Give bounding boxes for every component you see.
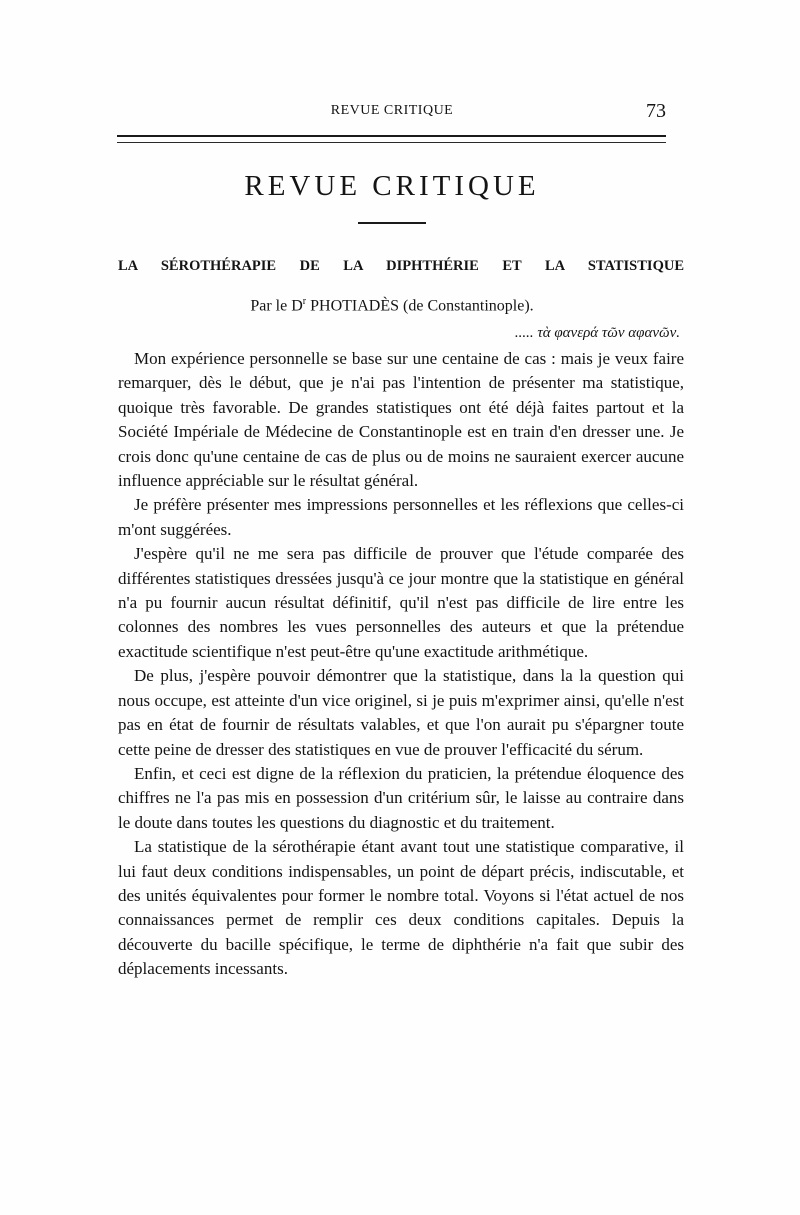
- byline-sup: r: [302, 296, 307, 307]
- running-title: REVUE CRITIQUE: [330, 103, 454, 118]
- page-number: 73: [646, 100, 666, 122]
- section-title: REVUE CRITIQUE: [244, 170, 540, 202]
- header-rule-thin: [117, 142, 666, 143]
- paragraph: Mon expérience personnelle se base sur une centaine de cas : mais je veux faire remarquer, dès le début, que je n'ai pas l'intention de présenter ma statistique, quoique très favorable. De grandes statistiques ont été déjà faites partout et la Société Impériale de Médecine de Constantinople est en train d'en dresser une. Je crois donc qu'une centaine de cas de plus ou de moins ne sauraient exercer aucune influence appréciable sur le résultat général.: [118, 349, 684, 491]
- running-header: [118, 102, 666, 124]
- article-body: [118, 347, 684, 982]
- paragraph: Enfin, et ceci est digne de la réflexion du praticien, la prétendue éloquence des chiffres ne l'a pas mis en possession d'un critérium sûr, le laisse au contraire dans le doute dans toutes les questions du diagnostic et du traitement.: [118, 763, 684, 832]
- header-rule-thick: [117, 135, 666, 137]
- paragraph: Je préfère présenter mes impressions personnelles et les réflexions que celles-ci m'ont suggérées.: [118, 495, 684, 539]
- article-title: LA SÉROTHÉRAPIE DE LA DIPHTHÉRIE ET LA STATISTIQUE: [118, 258, 684, 274]
- section-divider: [358, 222, 426, 224]
- epigraph: ..... τὰ φανερά τῶν αφανῶν.: [514, 325, 680, 341]
- byline-prefix: Par le D: [250, 297, 303, 315]
- byline: [118, 296, 666, 315]
- paragraph: La statistique de la sérothérapie étant avant tout une statistique comparative, il lui faut deux conditions indispensables, un point de départ précis, indiscutable, et des unités équivalentes pour former le nombre total. Voyons si l'état actuel de nos connaissances permet de remplir ces deux conditions capitales. Depuis la découverte du bacille spécifique, le terme de diphthérie n'a fait que subir des déplacements incessants.: [118, 837, 684, 979]
- paragraph: J'espère qu'il ne me sera pas difficile de prouver que l'étude comparée des différentes statistiques dressées jusqu'à ce jour montre que la statistique en général n'a pu fournir aucun résultat définitif, qu'il n'est pas difficile de lire entre les colonnes des nombres les vues personnelles des auteurs et que la prétendue exactitude scientifique n'est peut-être qu'une exactitude arithmétique.: [118, 544, 684, 661]
- byline-author: PHOTIADÈS (de Constantinople).: [306, 297, 534, 315]
- paragraph: De plus, j'espère pouvoir démontrer que la statistique, dans la la question qui nous occupe, est atteinte d'un vice originel, si je puis m'exprimer ainsi, qu'elle n'est pas en état de fournir de résultats valables, et que l'on aurait pu s'épargner toute cette peine de dresser des statistiques en vue de prouver l'efficacité du sérum.: [118, 666, 684, 759]
